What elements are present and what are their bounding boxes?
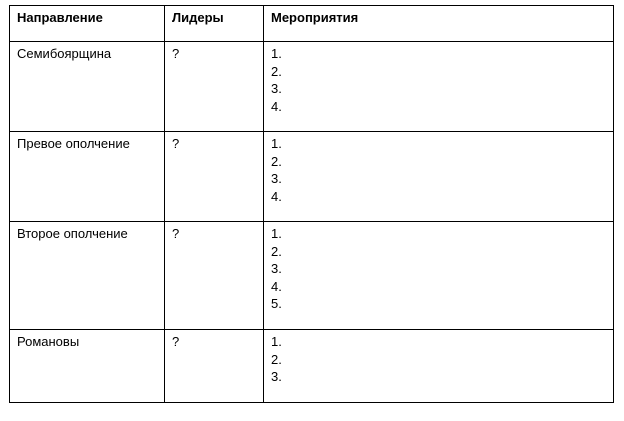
direction-text: Семибоярщина	[17, 46, 112, 61]
list-item: 2.	[271, 153, 282, 169]
header-events: Мероприятия	[271, 10, 359, 25]
direction-cell	[10, 330, 165, 403]
list-item: 5.	[271, 296, 282, 311]
leaders-cell	[165, 42, 264, 132]
leaders-text: ?	[172, 136, 180, 151]
events-cell	[264, 42, 614, 132]
direction-text: Второе ополчение	[17, 226, 128, 241]
list-item: 2.	[271, 63, 282, 79]
header-row	[10, 6, 614, 42]
direction-cell	[10, 42, 165, 132]
leaders-cell	[165, 330, 264, 403]
events-list	[264, 330, 613, 386]
leaders-cell	[165, 222, 264, 330]
list-item: 1.	[271, 334, 282, 349]
direction-cell	[10, 222, 165, 330]
table-row	[10, 132, 614, 222]
leaders-cell	[165, 132, 264, 222]
leaders-text: ?	[172, 46, 180, 61]
list-item: 1.	[271, 46, 282, 61]
header-direction: Направление	[17, 10, 103, 25]
leaders-text: ?	[172, 334, 180, 349]
table-row	[10, 42, 614, 132]
events-list	[264, 222, 613, 313]
list-item: 3.	[271, 171, 282, 186]
leaders-text: ?	[172, 226, 180, 241]
events-cell	[264, 222, 614, 330]
direction-text: Превое ополчение	[17, 136, 130, 151]
events-cell	[264, 132, 614, 222]
list-item: 4.	[271, 98, 282, 114]
history-table	[9, 5, 614, 403]
table-row	[10, 330, 614, 403]
direction-text: Романовы	[17, 334, 80, 349]
events-list	[264, 42, 613, 115]
list-item: 1.	[271, 136, 282, 151]
direction-cell	[10, 132, 165, 222]
list-item: 2.	[271, 351, 282, 367]
list-item: 4.	[271, 188, 282, 204]
events-cell	[264, 330, 614, 403]
header-cell-events	[264, 6, 614, 42]
header-cell-direction	[10, 6, 165, 42]
header-leaders: Лидеры	[172, 10, 224, 25]
table-row	[10, 222, 614, 330]
list-item: 1.	[271, 226, 282, 241]
list-item: 3.	[271, 81, 282, 96]
list-item: 3.	[271, 261, 282, 276]
header-cell-leaders	[165, 6, 264, 42]
list-item: 4.	[271, 278, 282, 294]
list-item: 3.	[271, 369, 282, 384]
events-list	[264, 132, 613, 205]
list-item: 2.	[271, 243, 282, 259]
